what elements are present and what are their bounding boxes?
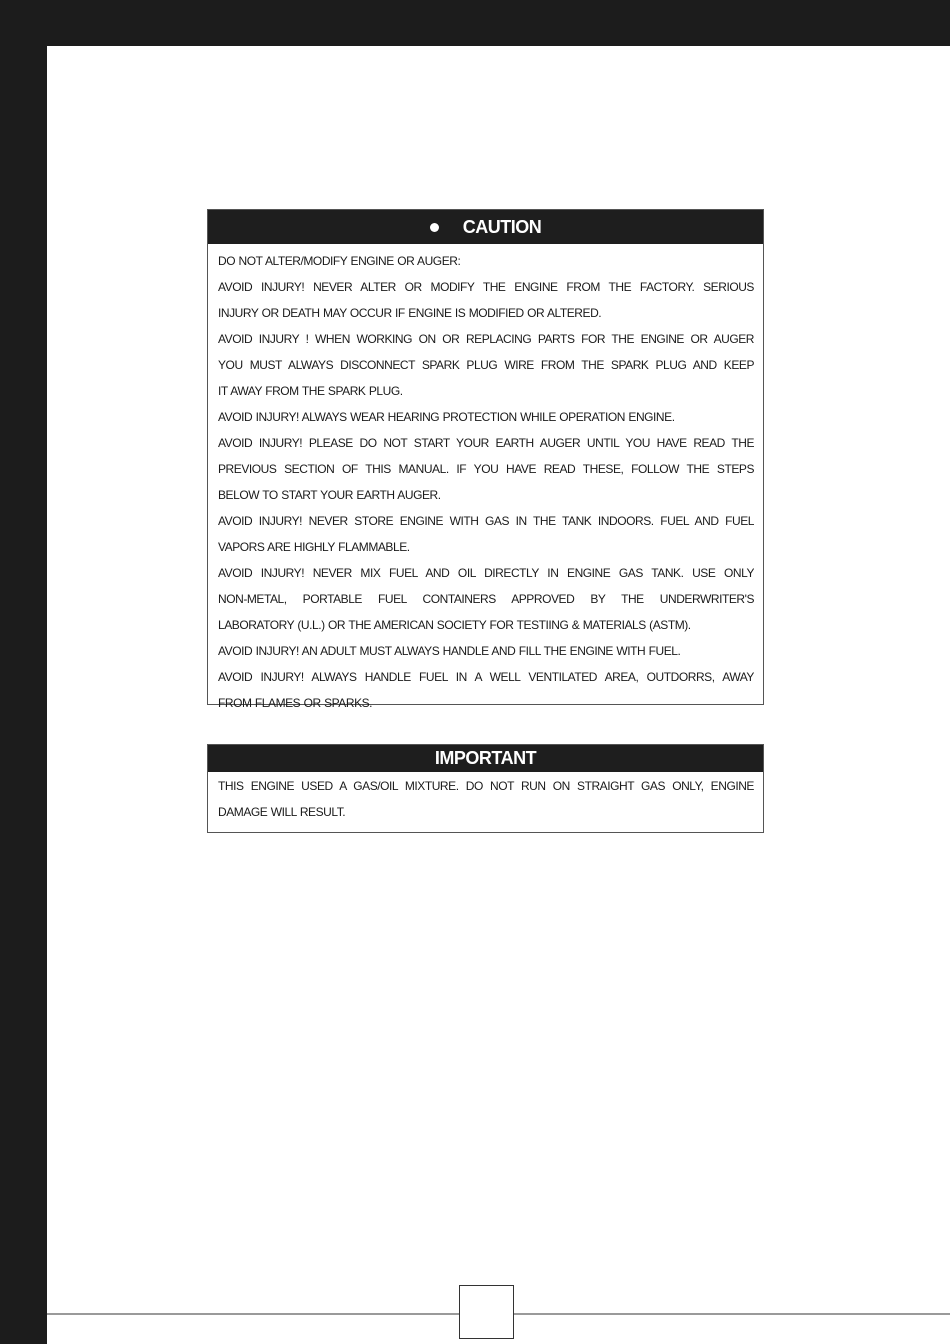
important-title: IMPORTANT xyxy=(434,748,537,768)
important-header xyxy=(208,745,763,772)
important-box xyxy=(207,744,764,833)
important-body xyxy=(208,772,763,825)
caution-line: AVOID INJURY! NEVER ALTER OR MODIFY THE ENGINE FROM THE FACTORY. SERIOUS xyxy=(218,280,754,294)
caution-line: PREVIOUS SECTION OF THIS MANUAL. IF YOU HAVE READ THESE, FOLLOW THE STEPS xyxy=(218,462,754,476)
caution-line: FROM FLAMES OR SPARKS. xyxy=(218,696,373,710)
caution-line: INJURY OR DEATH MAY OCCUR IF ENGINE IS MODIFIED OR ALTERED. xyxy=(218,306,602,320)
caution-line: IT AWAY FROM THE SPARK PLUG. xyxy=(218,384,403,398)
caution-line: AVOID INJURY! AN ADULT MUST ALWAYS HANDLE AND FILL THE ENGINE WITH FUEL. xyxy=(218,644,681,658)
caution-line: AVOID INJURY! PLEASE DO NOT START YOUR EARTH AUGER UNTIL YOU HAVE READ THE xyxy=(218,436,754,450)
caution-line: AVOID INJURY ! WHEN WORKING ON OR REPLACING PARTS FOR THE ENGINE OR AUGER xyxy=(218,332,754,346)
important-line: DAMAGE WILL RESULT. xyxy=(218,805,346,819)
caution-line: LABORATORY (U.L.) OR THE AMERICAN SOCIETY FOR TESTIING & MATERIALS (ASTM). xyxy=(218,618,691,632)
caution-header xyxy=(208,210,763,244)
caution-line: AVOID INJURY! NEVER MIX FUEL AND OIL DIRECTLY IN ENGINE GAS TANK. USE ONLY xyxy=(218,566,754,580)
caution-title: CAUTION xyxy=(462,216,542,237)
important-line: THIS ENGINE USED A GAS/OIL MIXTURE. DO NOT RUN ON STRAIGHT GAS ONLY, ENGINE xyxy=(218,779,754,793)
bullet-icon xyxy=(430,223,439,232)
caution-line: BELOW TO START YOUR EARTH AUGER. xyxy=(218,488,441,502)
caution-line: YOU MUST ALWAYS DISCONNECT SPARK PLUG WIRE FROM THE SPARK PLUG AND KEEP xyxy=(218,358,754,372)
caution-line: NON-METAL, PORTABLE FUEL CONTAINERS APPROVED BY THE UNDERWRITER'S xyxy=(218,592,754,606)
caution-line: VAPORS ARE HIGHLY FLAMMABLE. xyxy=(218,540,410,554)
page-top-border xyxy=(0,0,950,46)
caution-box xyxy=(207,209,764,710)
caution-line: AVOID INJURY! NEVER STORE ENGINE WITH GAS IN THE TANK INDOORS. FUEL AND FUEL xyxy=(218,514,754,528)
caution-line: AVOID INJURY! ALWAYS HANDLE FUEL IN A WELL VENTILATED AREA, OUTDORRS, AWAY xyxy=(218,670,754,684)
caution-line: DO NOT ALTER/MODIFY ENGINE OR AUGER: xyxy=(218,254,461,268)
caution-line: AVOID INJURY! ALWAYS WEAR HEARING PROTECTION WHILE OPERATION ENGINE. xyxy=(218,410,675,424)
page-number-box xyxy=(459,1285,514,1339)
caution-body xyxy=(208,244,763,716)
page-left-border xyxy=(0,0,47,1344)
